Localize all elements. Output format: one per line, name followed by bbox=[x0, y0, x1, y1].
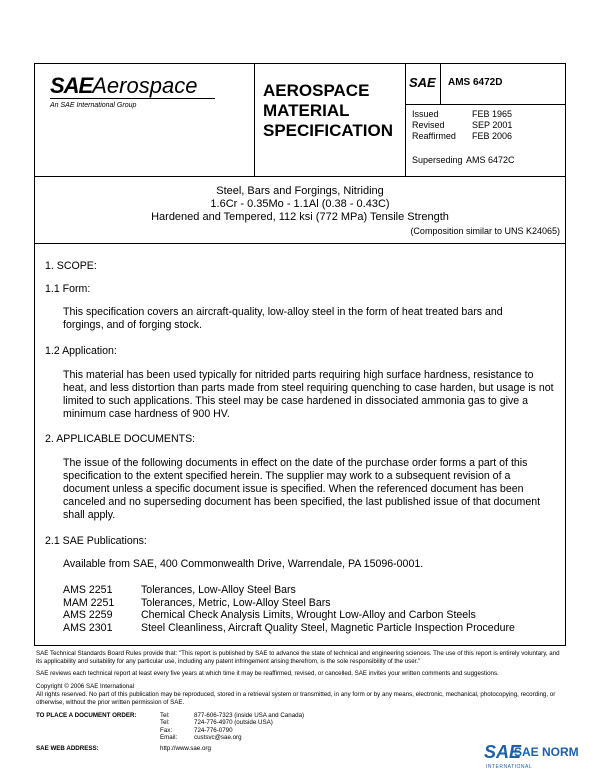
composition-note: (Composition similar to UNS K24065) bbox=[410, 226, 560, 236]
contact-value: custsvc@sae.org bbox=[194, 734, 242, 742]
doc-title: Steel Cleanliness, Aircraft Quality Steel, Magnetic Particle Inspection Procedure bbox=[141, 621, 515, 634]
subject-line-2: 1.6Cr - 0.35Mo - 1.1Al (0.38 - 0.43C) bbox=[210, 198, 390, 210]
contact-label: Tel: bbox=[160, 719, 170, 727]
logo-tagline: An SAE International Group bbox=[50, 102, 137, 109]
doc-title: Tolerances, Low-Alloy Steel Bars bbox=[141, 584, 296, 596]
footer-copyright: Copyright © 2006 SAE International bbox=[36, 683, 135, 690]
issued-value: FEB 1965 bbox=[472, 109, 513, 119]
order-label: TO PLACE A DOCUMENT ORDER: bbox=[36, 712, 137, 719]
watermark-sub: INTERNATIONAL bbox=[486, 764, 533, 770]
footer-rights: All rights reserved. No part of this publication may be reproduced, stored in a retrieval system or transmitted, in any form or by any means, electronic, mechanical, photocopying, recording, or otherwise, without the prior written permission of SAE. bbox=[36, 691, 556, 706]
watermark-text: SAE NORM bbox=[514, 745, 579, 759]
header-divider-left bbox=[254, 63, 255, 177]
doc-title: Tolerances, Metric, Low-Alloy Steel Bars bbox=[141, 596, 331, 609]
revised-value: SEP 2001 bbox=[472, 120, 513, 130]
doc-title: Chemical Check Analysis Limits, Wrought Low-Alloy and Carbon Steels bbox=[141, 609, 476, 622]
spec-title-line-3: SPECIFICATION bbox=[263, 121, 394, 140]
web-address-label: SAE WEB ADDRESS: bbox=[36, 745, 99, 752]
logo-brand: SAE bbox=[50, 73, 93, 98]
section-2-text: The issue of the following documents in effect on the date of the purchase order forms a part of this specification to the extent specified herein. The supplier may work to a subsequent revision of a document unless a specific document issue is specified. When the referenced document has been canceled and no superseding document has been specified, the last published issue of that document shall apply. bbox=[63, 457, 541, 521]
doc-code: AMS 2259 bbox=[63, 609, 113, 622]
document-list bbox=[63, 584, 515, 634]
contact-label: Fax: bbox=[160, 726, 173, 734]
spec-title-line-1: AEROSPACE bbox=[263, 81, 370, 100]
header-divider-right bbox=[405, 63, 406, 177]
subject-line-3: Hardened and Tempered, 112 ksi (772 MPa) Tensile Strength bbox=[151, 211, 449, 223]
list-item bbox=[63, 584, 515, 597]
subject-line-1: Steel, Bars and Forgings, Nitriding bbox=[216, 185, 384, 197]
order-contacts bbox=[160, 712, 304, 742]
footer-notice-review: SAE reviews each technical report at least every five years at which time it may be reaffirmed, revised, or cancelled. SAE invites your written comments and suggestions. bbox=[36, 670, 499, 677]
logo-name: Aerospace bbox=[92, 73, 198, 98]
issued-label: Issued bbox=[412, 109, 439, 119]
section-1-heading: 1. SCOPE: bbox=[45, 260, 97, 272]
doc-code: AMS 2301 bbox=[63, 621, 113, 634]
doc-number: AMS 6472D bbox=[448, 77, 503, 88]
section-2-heading: 2. APPLICABLE DOCUMENTS: bbox=[45, 433, 196, 445]
section-2-1-heading: 2.1 SAE Publications: bbox=[45, 535, 147, 547]
superseding-label: Superseding bbox=[412, 155, 463, 165]
contact-label: Email: bbox=[160, 734, 178, 742]
reaffirmed-label: Reaffirmed bbox=[412, 131, 456, 141]
contact-value: 877-606-7323 (inside USA and Canada) bbox=[194, 712, 305, 719]
section-1-1-heading: 1.1 Form: bbox=[45, 283, 91, 295]
contact-value: 724-776-0790 bbox=[194, 726, 233, 734]
sae-mark-divider bbox=[440, 63, 441, 104]
section-2-1-text: Available from SAE, 400 Commonwealth Drive, Warrendale, PA 15096-0001. bbox=[63, 558, 424, 570]
list-item bbox=[63, 597, 515, 610]
watermark-brand: SAE bbox=[484, 742, 522, 762]
section-1-1-text: This specification covers an aircraft-quality, low-alloy steel in the form of heat treated bars and forgings, and of forging stock. bbox=[63, 306, 503, 331]
sae-aerospace-logo bbox=[50, 73, 197, 99]
contact-value: 724-776-4970 (outside USA) bbox=[194, 719, 273, 727]
reaffirmed-value: FEB 2006 bbox=[472, 131, 513, 141]
doc-code: AMS 2251 bbox=[63, 584, 113, 596]
superseding-value: AMS 6472C bbox=[466, 155, 515, 165]
web-address-value[interactable]: http://www.sae.org bbox=[160, 745, 211, 752]
list-item bbox=[63, 622, 515, 635]
section-1-2-text: This material has been used typically for nitrided parts requiring high surface hardness, resistance to heat, and less distortion than parts made from steel requiring quenching to case harden, but usage is not limited to such applications. This steel may be case hardened in dissociated ammonia gas to give a minimum case hardness of 900 HV. bbox=[63, 369, 554, 420]
doc-number-divider bbox=[405, 104, 566, 105]
revised-label: Revised bbox=[412, 120, 445, 130]
doc-code: MAM 2251 bbox=[63, 596, 115, 609]
logo-underline bbox=[50, 98, 215, 99]
contact-label: Tel: bbox=[160, 712, 170, 719]
spec-title-line-2: MATERIAL bbox=[263, 101, 350, 120]
section-1-2-heading: 1.2 Application: bbox=[45, 345, 117, 357]
footer-notice-rules: SAE Technical Standards Board Rules provide that: "This report is published by SAE to advance the state of technical and engineering sciences. The use of this report is entirely voluntary, and its applicability and suitability for any particular use, including any patent infringement arising therefrom, is the sole responsibility of the user." bbox=[36, 650, 560, 665]
sae-mark: SAE bbox=[409, 75, 436, 90]
list-item bbox=[63, 609, 515, 622]
